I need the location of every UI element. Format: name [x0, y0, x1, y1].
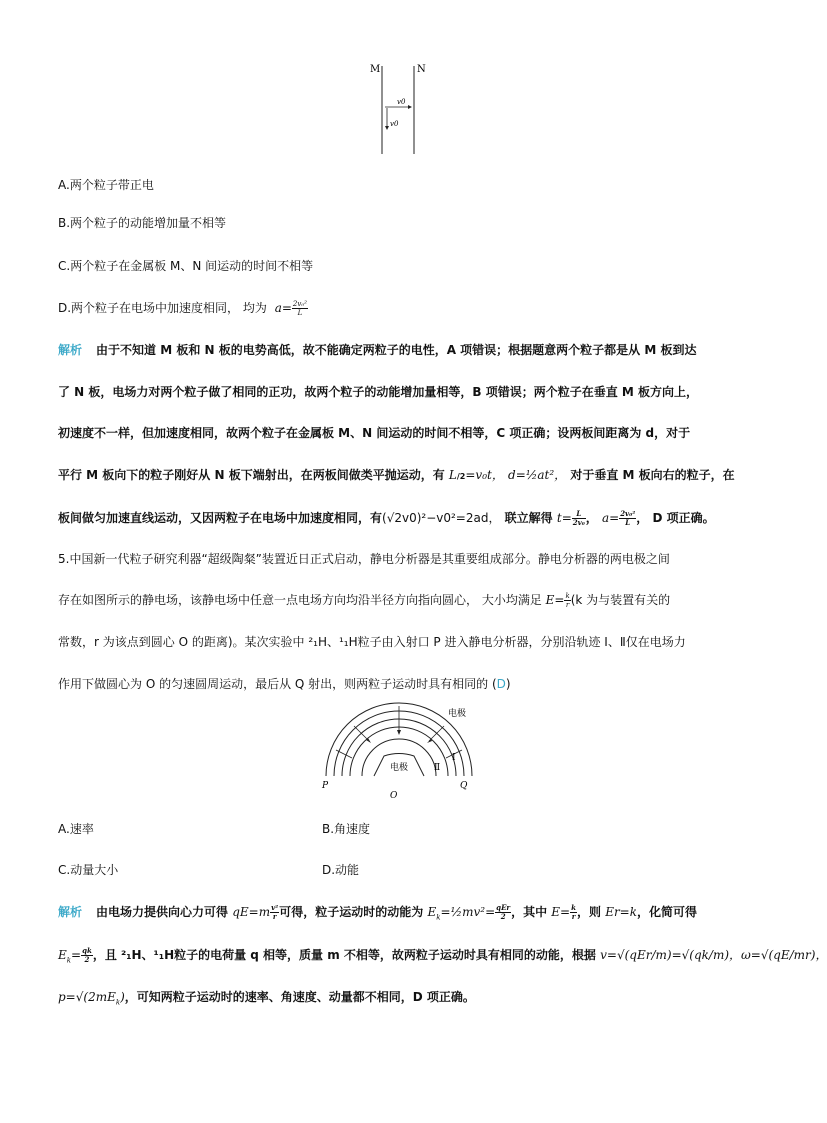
electrode-top-label: 电极 — [448, 709, 467, 719]
option-d-text: D.两个粒子在电场中加速度相同， 均为 — [58, 301, 267, 315]
track-1-label: Ⅰ — [452, 753, 456, 763]
q5-option-b: B.角速度 — [322, 822, 371, 836]
analysis1-tag: 解析 — [58, 343, 83, 357]
answer-d: D — [496, 677, 506, 691]
option-a: A.两个粒子带正电 — [58, 178, 154, 192]
q5-line1: 5.中国新一代粒子研究利器“超级陶粲”装置近日正式启动，静电分析器是其重要组成部分。静电分析器的两电极之间 — [58, 552, 670, 566]
option-c: C.两个粒子在金属板 M、N 间运动的时间不相等 — [58, 259, 314, 273]
plates-figure — [360, 58, 440, 158]
q5-line3: 常数，r 为该点到圆心 O 的距离)。某次实验中 ²₁H、¹₁H粒子由入射口 P 进入静电分析器，分别沿轨迹 Ⅰ、Ⅱ仅在电场力 — [58, 635, 686, 649]
q5-option-c: C.动量大小 — [58, 863, 119, 877]
q5-option-a: A.速率 — [58, 822, 94, 836]
analysis2-line3: $p=√(2mE_k)$，可知两粒子运动时的速率、角速度、动量都不相同，D 项正确。 — [58, 990, 475, 1007]
analysis1-line1: 解析 由于不知道 M 板和 N 板的电势高低，故不能确定两粒子的电性，A 项错误；根据题意两个粒子都是从 M 板到达 — [58, 343, 697, 357]
velocity-down-label: v0 — [390, 120, 399, 128]
q5-line2: 存在如图所示的静电场，该静电场中任意一点电场方向均沿半径方向指向圆心， 大小均满足 E= $\frac{k}{r}$ (k 为与装置有关的 — [58, 592, 671, 609]
analysis1-line4: 平行 M 板向下的粒子刚好从 N 板下端射出，在两板间做类平抛运动，有 L/2=v₀t， d=½at²， 对于垂直 M 板向右的粒子，在 — [58, 468, 735, 482]
analysis1-line3: 初速度不一样，但加速度相同，故两个粒子在金属板 M、N 间运动的时间不相等，C 项正确；设两板间距离为 d，对于 — [58, 426, 691, 440]
track-2-label: Ⅱ — [434, 763, 441, 773]
option-d: D.两个粒子在电场中加速度相同， 均为 a= $\frac{\text{2v₀²}}{L}$ — [58, 300, 307, 317]
analysis2-line1: 解析 由电场力提供向心力可得 qE=m $\frac{\text{v²}}{r}$ 可得，粒子运动时的动能为 $E_k=\frac{1}{2}mv^2=$ $\frac{\text{qEr}}{2}$ ，其中 E= $\frac{k}{r}$ ，则 Er=k，化简可得 — [58, 903, 698, 922]
plate-n-label: N — [417, 64, 426, 75]
analysis2-tag: 解析 — [58, 905, 83, 919]
point-q-label: Q — [460, 781, 468, 791]
analyzer-figure — [314, 708, 484, 804]
option-b: B.两个粒子的动能增加量不相等 — [58, 216, 227, 230]
analysis1-line2: 了 N 板，电场力对两个粒子做了相同的正功，故两个粒子的动能增加量相等，B 项错误；两个粒子在垂直 M 板方向上， — [58, 385, 699, 399]
plate-m-label: M — [370, 64, 381, 75]
electrode-bottom-label: 电极 — [390, 763, 409, 773]
velocity-right-label: v0 — [397, 98, 406, 106]
analysis1-line5: 板间做匀加速直线运动，又因两粒子在电场中加速度相同，有(√2v0)²−v0²=2ad， 联立解得 t= $\frac{L}{\text{2v₀}}$ ， a= $\frac{\text{2v₀²}}{L}$ ， D 项正确。 — [58, 509, 715, 527]
point-p-label: P — [322, 781, 329, 791]
point-o-label: O — [390, 791, 398, 801]
q5-line4: 作用下做圆心为 O 的匀速圆周运动，最后从 Q 射出，则两粒子运动时具有相同的 (D) — [58, 677, 511, 691]
q5-option-d: D.动能 — [322, 863, 360, 877]
analysis2-line2: $E_k=$ $\frac{qk}{2}$ ，且 ²₁H、¹₁H粒子的电荷量 q 相等，质量 m 不相等，故两粒子运动时具有相同的动能，根据 v=√(qEr/m)=√(qk/m)，ω=√(qE/mr)， — [58, 946, 827, 965]
